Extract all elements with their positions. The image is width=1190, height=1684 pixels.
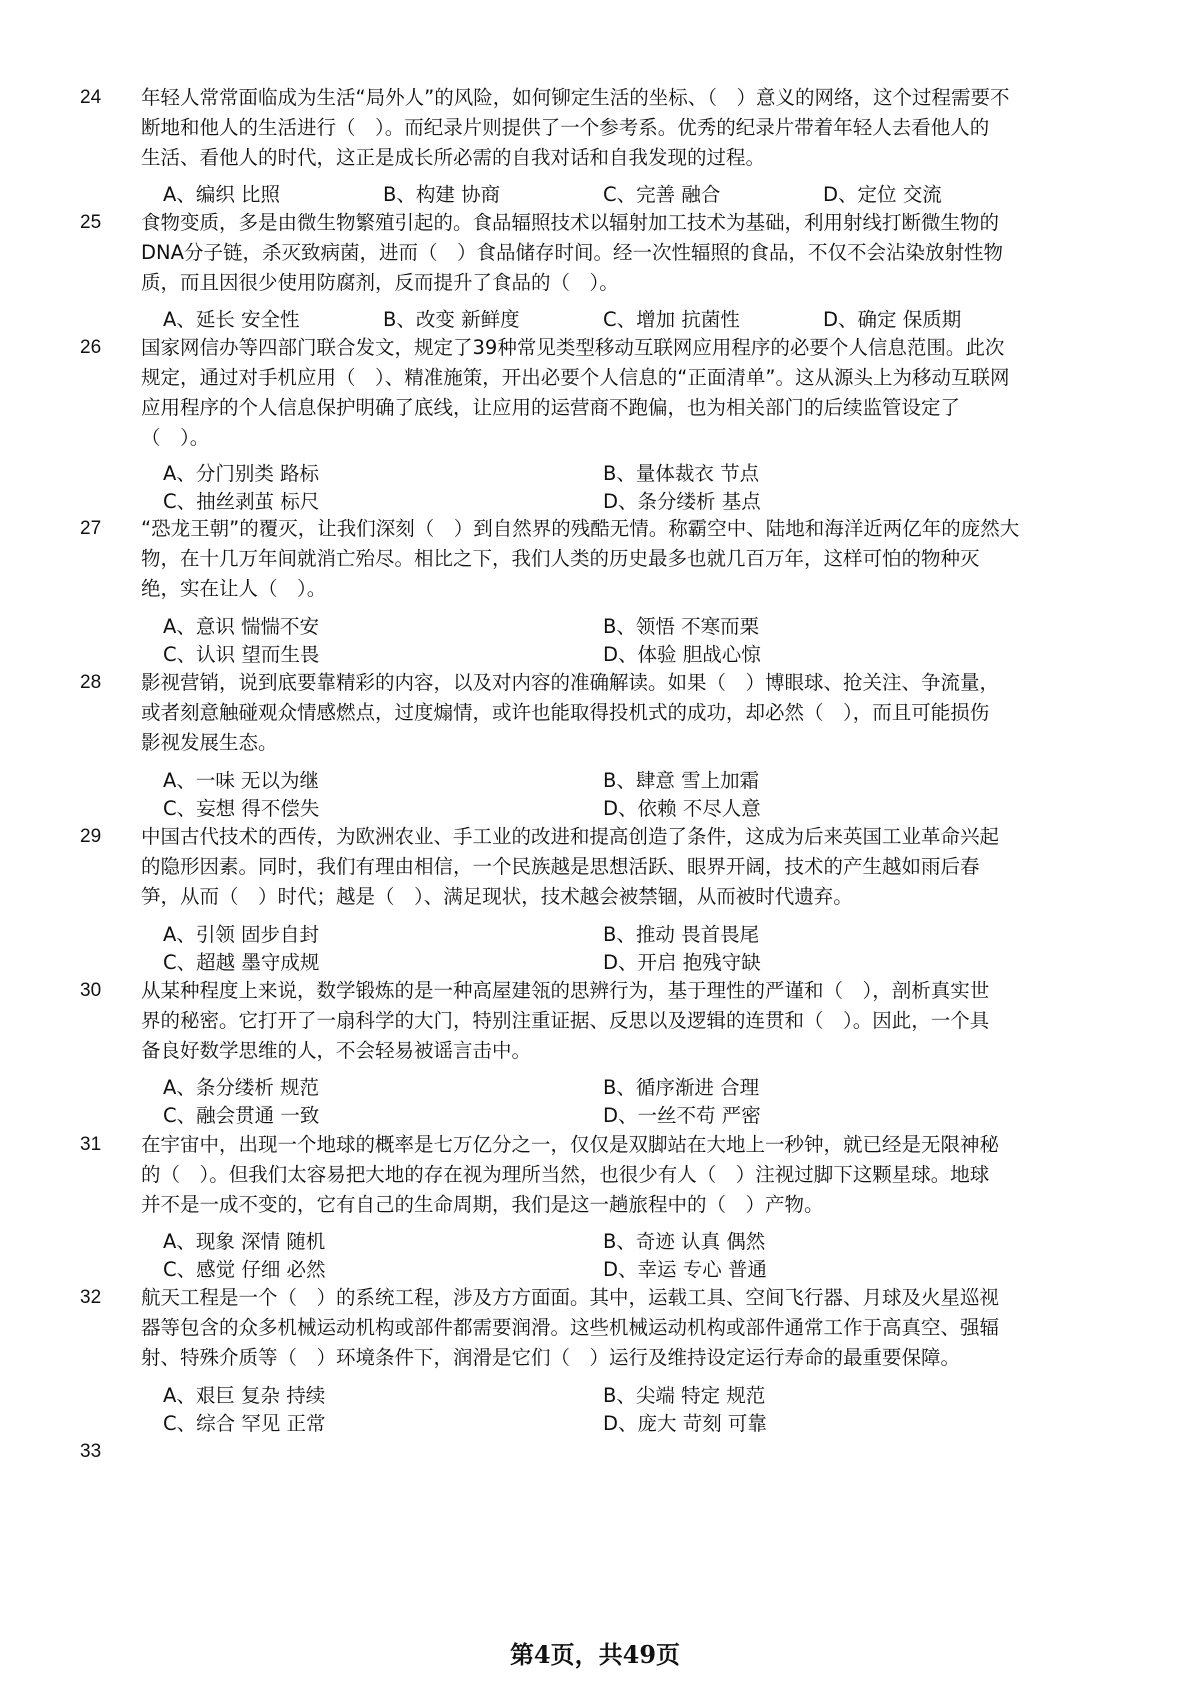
option-b[interactable]: B、构建 协商 <box>383 183 501 206</box>
stem-line: 器等包含的众多机械运动机构或部件都需要润滑。这些机械运动机构或部件通常工作于高真空、强辐 <box>141 1316 1000 1339</box>
option-d[interactable]: D、条分缕析 基点 <box>603 490 761 513</box>
option-a[interactable]: A、现象 深情 随机 <box>163 1230 326 1253</box>
question-number: 29 <box>80 826 102 847</box>
question-number: 28 <box>80 672 102 693</box>
option-b[interactable]: B、奇迹 认真 偶然 <box>603 1230 766 1253</box>
question-number: 26 <box>80 337 102 358</box>
option-a[interactable]: A、条分缕析 规范 <box>163 1076 320 1099</box>
question-stem <box>141 1130 1096 1220</box>
stem-line: 规定，通过对手机应用（ ）、精准施策，开出必要个人信息的“正面清单”。这从源头上为移动互联网 <box>141 366 1010 389</box>
stem-line: 界的秘密。它打开了一扇科学的大门，特别注重证据、反思以及逻辑的连贯和（ ）。因此，一个具 <box>141 1009 990 1032</box>
question-26-options <box>163 459 1123 519</box>
stem-line: DNA分子链，杀灭致病菌，进而（ ）食品储存时间。经一次性辐照的食品，不仅不会沾染放射性物 <box>141 241 1003 264</box>
option-d[interactable]: D、庞大 苛刻 可靠 <box>603 1412 767 1435</box>
option-c[interactable]: C、完善 融合 <box>603 183 721 206</box>
option-a[interactable]: A、延长 安全性 <box>163 308 300 331</box>
question-number: 25 <box>80 212 102 233</box>
option-d[interactable]: D、依赖 不尽人意 <box>603 797 761 820</box>
stem-line: 质，而且因很少使用防腐剂，反而提升了食品的（ ）。 <box>141 271 619 294</box>
stem-line: 国家网信办等四部门联合发文，规定了39种常见类型移动互联网应用程序的必要个人信息范围。此次 <box>141 336 1005 359</box>
option-a[interactable]: A、艰巨 复杂 持续 <box>163 1384 326 1407</box>
option-c[interactable]: C、认识 望而生畏 <box>163 643 320 666</box>
option-a[interactable]: A、编织 比照 <box>163 183 281 206</box>
stem-line: 在宇宙中，出现一个地球的概率是七万亿分之一，仅仅是双脚站在大地上一秒钟，就已经是无限神秘 <box>141 1133 1000 1156</box>
page-footer: 第4页，共49页 <box>509 1640 681 1669</box>
option-a[interactable]: A、意识 惴惴不安 <box>163 615 320 638</box>
stem-line: 或者刻意触碰观众情感燃点，过度煽情，或许也能取得投机式的成功，却必然（ ），而且可能损伤 <box>141 701 990 724</box>
stem-line: 年轻人常常面临成为生活“局外人”的风险，如何铆定生活的坐标、（ ）意义的网络，这个过程需要不 <box>141 86 1010 109</box>
option-c[interactable]: C、感觉 仔细 必然 <box>163 1258 326 1281</box>
stem-line: 从某种程度上来说，数学锻炼的是一种高屋建瓴的思辨行为，基于理性的严谨和（ ），剖析真实世 <box>141 979 990 1002</box>
question-stem <box>141 83 1096 173</box>
stem-line: 备良好数学思维的人，不会轻易被谣言击中。 <box>141 1039 532 1062</box>
option-b[interactable]: B、改变 新鲜度 <box>383 308 520 331</box>
stem-line: 断地和他人的生活进行（ ）。而纪录片则提供了一个参考系。优秀的纪录片带着年轻人去看他人的 <box>141 116 990 139</box>
question-stem <box>141 514 1096 604</box>
option-b[interactable]: B、尖端 特定 规范 <box>603 1384 766 1407</box>
question-28-options <box>163 766 1123 826</box>
option-d[interactable]: D、开启 抱残守缺 <box>603 951 761 974</box>
stem-line: 生活、看他人的时代，这正是成长所必需的自我对话和自我发现的过程。 <box>141 146 766 169</box>
option-a[interactable]: A、引领 固步自封 <box>163 923 320 946</box>
question-number: 24 <box>80 87 102 108</box>
question-stem <box>141 208 1096 298</box>
option-d[interactable]: D、幸运 专心 普通 <box>603 1258 767 1281</box>
question-stem <box>141 333 1096 453</box>
stem-line: 物，在十几万年间就消亡殆尽。相比之下，我们人类的历史最多也就几百万年，这样可怕的物种灭 <box>141 547 980 570</box>
option-b[interactable]: B、肆意 雪上加霜 <box>603 769 760 792</box>
option-b[interactable]: B、量体裁衣 节点 <box>603 462 760 485</box>
option-c[interactable]: C、妄想 得不偿失 <box>163 797 320 820</box>
option-d[interactable]: D、确定 保质期 <box>823 308 962 331</box>
option-d[interactable]: D、体验 胆战心惊 <box>603 643 761 666</box>
stem-line: 中国古代技术的西传，为欧洲农业、手工业的改进和提高创造了条件，这成为后来英国工业革命兴起 <box>141 825 1000 848</box>
question-stem <box>141 1283 1096 1373</box>
question-number: 27 <box>80 518 102 539</box>
option-d[interactable]: D、一丝不苟 严密 <box>603 1104 761 1127</box>
stem-line: （ ）。 <box>141 426 210 449</box>
option-d[interactable]: D、定位 交流 <box>823 183 942 206</box>
option-c[interactable]: C、抽丝剥茧 标尺 <box>163 490 320 513</box>
question-32-options <box>163 1381 1123 1441</box>
stem-line: 航天工程是一个（ ）的系统工程，涉及方方面面。其中，运载工具、空间飞行器、月球及火星巡视 <box>141 1286 1000 1309</box>
stem-line: 射、特殊介质等（ ）环境条件下，润滑是它们（ ）运行及维持设定运行寿命的最重要保障。 <box>141 1346 961 1369</box>
question-number: 30 <box>80 980 102 1001</box>
option-b[interactable]: B、推动 畏首畏尾 <box>603 923 760 946</box>
stem-line: 食物变质，多是由微生物繁殖引起的。食品辐照技术以辐射加工技术为基础，利用射线打断微生物的 <box>141 211 1000 234</box>
question-stem <box>141 822 1096 912</box>
stem-line: 绝，实在让人（ ）。 <box>141 577 327 600</box>
question-stem <box>141 668 1096 758</box>
stem-line: 的隐形因素。同时，我们有理由相信，一个民族越是思想活跃、眼界开阔，技术的产生越如雨后春 <box>141 855 980 878</box>
option-c[interactable]: C、综合 罕见 正常 <box>163 1412 326 1435</box>
stem-line: 的（ ）。但我们太容易把大地的存在视为理所当然，也很少有人（ ）注视过脚下这颗星球。地球 <box>141 1163 990 1186</box>
question-29-options <box>163 920 1123 980</box>
question-30-options <box>163 1073 1123 1133</box>
option-a[interactable]: A、一味 无以为继 <box>163 769 320 792</box>
stem-line: 影视营销，说到底要靠精彩的内容，以及对内容的准确解读。如果（ ）博眼球、抢关注、争流量， <box>141 671 1000 694</box>
question-27-options <box>163 612 1123 672</box>
option-c[interactable]: C、增加 抗菌性 <box>603 308 740 331</box>
option-c[interactable]: C、超越 墨守成规 <box>163 951 320 974</box>
option-a[interactable]: A、分门别类 路标 <box>163 462 320 485</box>
question-number: 32 <box>80 1287 102 1308</box>
stem-line: “恐龙王朝”的覆灭，让我们深刻（ ）到自然界的残酷无情。称霸空中、陆地和海洋近两亿年的庞然大 <box>141 517 1020 540</box>
question-number: 33 <box>80 1441 102 1462</box>
question-stem <box>141 976 1096 1066</box>
option-b[interactable]: B、循序渐进 合理 <box>603 1076 760 1099</box>
option-c[interactable]: C、融会贯通 一致 <box>163 1104 320 1127</box>
stem-line: 笋，从而（ ）时代；越是（ ）、满足现状，技术越会被禁锢，从而被时代遗弃。 <box>141 885 853 908</box>
stem-line: 影视发展生态。 <box>141 731 278 754</box>
option-b[interactable]: B、领悟 不寒而栗 <box>603 615 760 638</box>
question-number: 31 <box>80 1134 102 1155</box>
question-31-options <box>163 1227 1123 1287</box>
stem-line: 并不是一成不变的，它有自己的生命周期，我们是这一趟旅程中的（ ）产物。 <box>141 1193 824 1216</box>
stem-line: 应用程序的个人信息保护明确了底线，让应用的运营商不跑偏，也为相关部门的后续监管设定了 <box>141 396 961 419</box>
